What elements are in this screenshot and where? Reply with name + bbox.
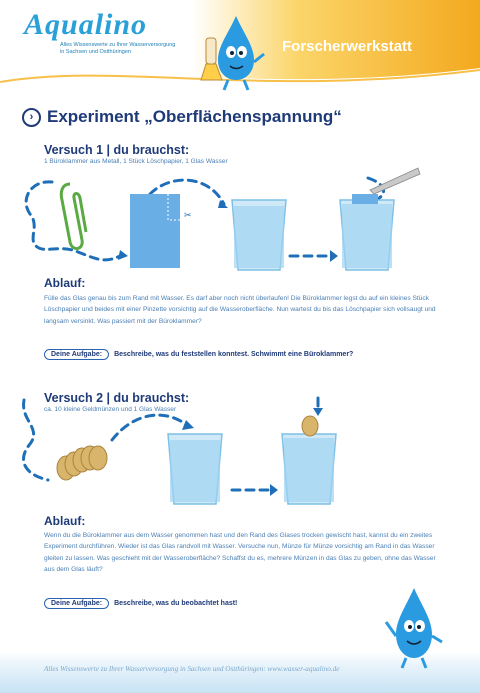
versuch1-instructions: Fülle das Glas genau bis zum Rand mit Wasser. Es darf aber noch nicht überlaufen! Die Büroklammer legst du auf ein kleines Stück Löschpapier und beides mit einer Pinzette vorsichtig auf die Wasseroberfläche. Nun wartest du bis das Löschpapier sich vollsaugt und langsam versinkt. Was passiert mit der Büroklammer? [44, 295, 436, 325]
versuch1-title: Versuch 1 | du brauchst: [44, 143, 190, 157]
versuch1-task [44, 349, 353, 360]
water-drop-mascot-bottom-icon [384, 586, 448, 670]
water-drop-mascot-icon [200, 14, 270, 92]
versuch2-task [44, 598, 237, 609]
versuch2-illustration [0, 398, 480, 508]
task-label-pill: Deine Aufgabe: [44, 598, 109, 609]
task-label-pill: Deine Aufgabe: [44, 349, 109, 360]
versuch1-ablauf-label: Ablauf: [44, 276, 86, 290]
chevron-right-icon: › [22, 108, 41, 127]
versuch2-ablauf-label: Ablauf: [44, 514, 86, 528]
footer-text: Alles Wissenswerte zu Ihrer Wasserversorgung in Sachsen und Ostthüringen: www.wasser-aqualino.de [44, 665, 340, 673]
page-title: Forscherwerkstatt [282, 38, 413, 55]
versuch2-task-text: Beschreibe, was du beobachtet hast! [114, 600, 238, 607]
versuch2-instructions: Wenn du die Büroklammer aus dem Wasser genommen hast und den Rand des Glases trocken gewischt hast, kannst du ein zweites Experiment durchführen. Wieder ist das Glas randvoll mit Wasser. Versuche nun, Münze für Münze vorsichtig am Rand in das Wasser gleiten zu lassen. Was geschieht mit der Wasseroberfläche? Schaffst du es, mehrere Münzen in das Glas zu geben, ohne das Wasser aus dem Glas läuft? [44, 532, 436, 574]
svg-text:✂: ✂ [184, 210, 192, 220]
experiment-title [22, 107, 342, 127]
experiment-title-text: Experiment „Oberflächenspannung“ [47, 107, 342, 126]
versuch2-title: Versuch 2 | du brauchst: [44, 391, 190, 405]
aqualino-logo: Aqualino [24, 8, 148, 41]
logo-tagline: Alles Wissenswerte zu Ihrer Wasserversorgung in Sachsen und Ostthüringen [60, 42, 176, 55]
versuch1-materials: 1 Büroklammer aus Metall, 1 Stück Löschpapier, 1 Glas Wasser [44, 158, 228, 165]
versuch2-materials: ca. 10 kleine Geldmünzen und 1 Glas Wasser [44, 406, 176, 413]
versuch1-task-text: Beschreibe, was du feststellen konntest. Schwimmt eine Büroklammer? [114, 351, 354, 358]
versuch1-illustration [0, 160, 480, 290]
